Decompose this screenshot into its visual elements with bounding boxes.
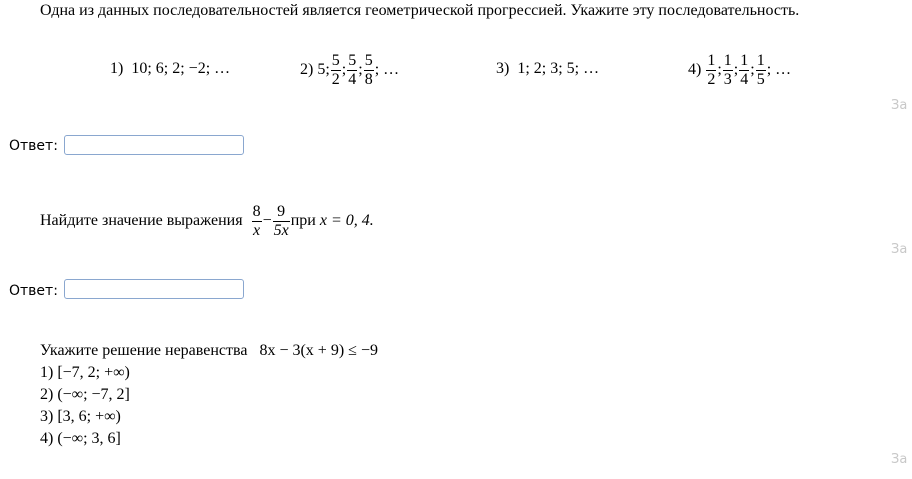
fraction: $\frac{1}{2}$: [707, 51, 716, 88]
option-lead: 5;: [317, 61, 330, 78]
option-text: 1; 2; 3; 5; …: [517, 60, 600, 77]
task1-answer-input[interactable]: [64, 135, 244, 155]
fraction: $\frac{1}{3}$: [723, 51, 732, 88]
question-prefix: Укажите решение неравенства: [40, 342, 248, 359]
fraction-8-over-x: $\frac{8}{x}$: [252, 202, 261, 239]
fraction: $\frac{5}{2}$: [331, 51, 340, 88]
option-number: 2): [300, 61, 314, 78]
task2-answer-label: Ответ:: [9, 283, 58, 299]
condition: x = 0, 4.: [319, 212, 374, 229]
minus-sign: −: [262, 212, 272, 229]
question-prefix: Найдите значение выражения: [40, 212, 243, 229]
task1-answer-label: Ответ:: [9, 138, 58, 154]
fraction: $\frac{1}{4}$: [740, 51, 749, 88]
option-text: 10; 6; 2; −2; …: [131, 60, 231, 77]
fraction-9-over-5x: $\frac{9}{5x}$: [273, 202, 289, 239]
task2-question: [40, 200, 374, 242]
task3-question: [40, 342, 378, 360]
task3-option-2: 2) (−∞; −7, 2]: [40, 386, 130, 403]
option-number: 3): [496, 60, 510, 77]
task1-option-1: [110, 60, 230, 78]
task2-answer-input[interactable]: [64, 279, 244, 299]
task1-option-3: [496, 60, 599, 78]
task3-option-3: 3) [3, 6; +∞): [40, 408, 121, 425]
option-number: 1): [110, 60, 124, 77]
task2-side-tag: За: [891, 242, 908, 257]
option-tail: …: [775, 61, 792, 78]
task1-question: Одна из данных последовательностей является геометрической прогрессией. Укажите эту последовательность.: [40, 2, 800, 19]
task3-option-1: 1) [−7, 2; +∞): [40, 364, 130, 381]
fraction: $\frac{5}{8}$: [364, 51, 373, 88]
option-tail: …: [383, 61, 400, 78]
condition-word: при: [290, 212, 316, 229]
fraction: $\frac{1}{5}$: [756, 51, 765, 88]
task1-side-tag: За: [891, 98, 908, 113]
task3-side-tag: За: [891, 452, 908, 467]
task3-option-4: 4) (−∞; 3, 6]: [40, 430, 121, 447]
option-number: 4): [688, 61, 702, 78]
task1-option-4: 4) $\frac{1}{2}$ ; $\frac{1}{3}$ ; $\frac{1}{4}$ ; $\frac{1}{5}$ ; …: [688, 51, 792, 88]
fraction: $\frac{5}{4}$: [348, 51, 357, 88]
inequality: 8x − 3(x + 9) ≤ −9: [259, 342, 378, 359]
task1-option-2: 2) 5; $\frac{5}{2}$ ; $\frac{5}{4}$ ; $\frac{5}{8}$ ; …: [300, 51, 400, 88]
